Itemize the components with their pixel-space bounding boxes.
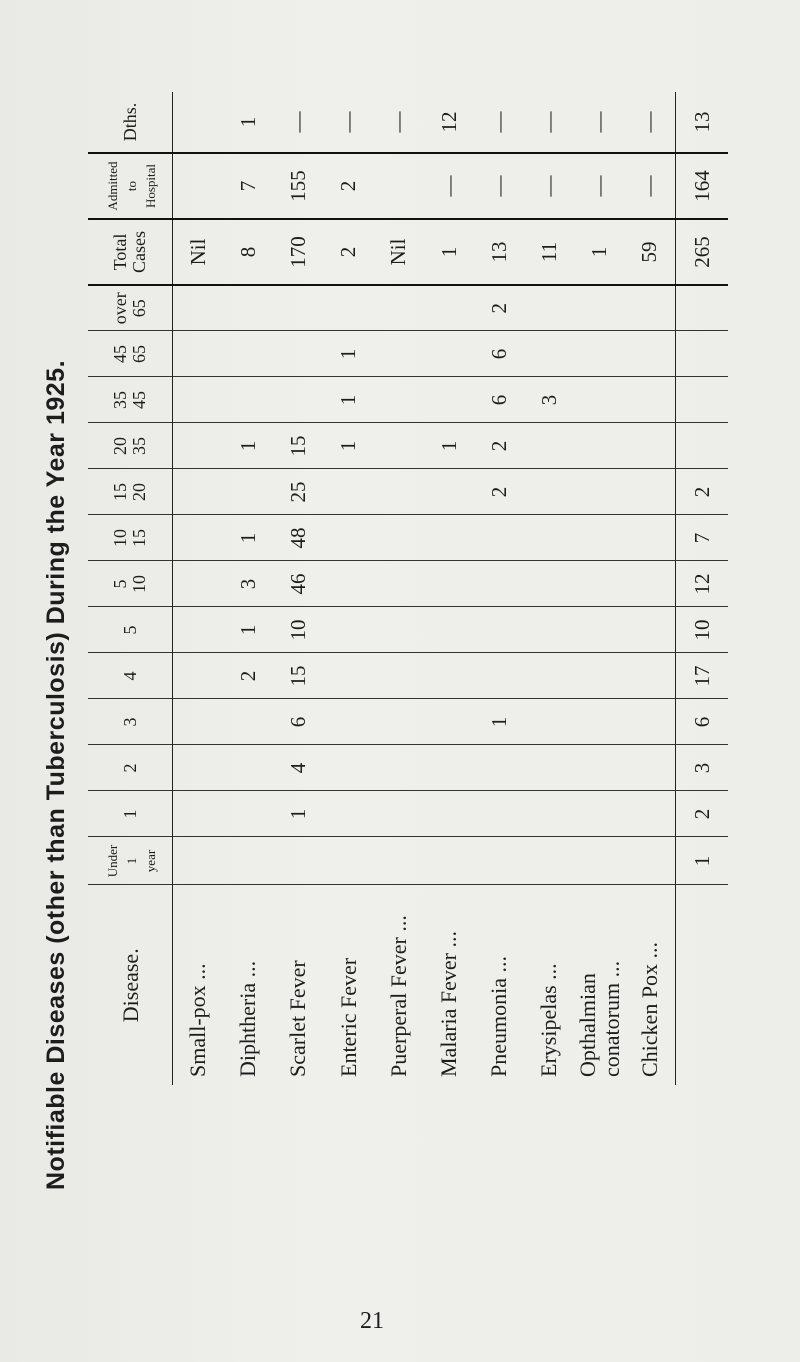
- cell-a1: [374, 791, 424, 837]
- cell-a5: [474, 607, 524, 653]
- total-age-5: 10: [676, 607, 729, 653]
- table-row: [575, 92, 625, 1085]
- cell-a35-45: [223, 377, 273, 423]
- total-age-20-35: [676, 423, 729, 469]
- disease-name: Pneumonia ...: [486, 956, 512, 1077]
- cell-a10-15: [424, 515, 474, 561]
- cell-a4: [324, 653, 374, 699]
- header-row: [88, 92, 173, 1085]
- cell-a2: [173, 745, 224, 791]
- cell-a45-65: 1: [324, 331, 374, 377]
- cell-a15-20: [424, 469, 474, 515]
- cell-over65: [223, 285, 273, 331]
- cell-total: 8: [223, 219, 273, 285]
- header-age-35-45: 35 45: [88, 377, 173, 423]
- cell-a20-35: [575, 423, 625, 469]
- total-age-1: 2: [676, 791, 729, 837]
- cell-a10-15: [575, 515, 625, 561]
- disease-name: Chicken Pox ...: [636, 941, 662, 1077]
- disease-table: [88, 92, 728, 1085]
- cell-a10-15: [173, 515, 224, 561]
- header-age-3: 3: [88, 699, 173, 745]
- cell-over65: 2: [474, 285, 524, 331]
- header-age-5: 5: [88, 607, 173, 653]
- cell-under1: [324, 837, 374, 885]
- cell-a5-10: [424, 561, 474, 607]
- cell-a2: [524, 745, 574, 791]
- cell-hospital: —: [474, 153, 524, 219]
- cell-a5-10: [474, 561, 524, 607]
- cell-a3: [324, 699, 374, 745]
- disease-name: Malaria Fever ...: [436, 931, 462, 1077]
- cell-a35-45: [625, 377, 676, 423]
- cell-a15-20: [575, 469, 625, 515]
- cell-a1: [173, 791, 224, 837]
- cell-hospital: 7: [223, 153, 273, 219]
- cell-a5: [324, 607, 374, 653]
- disease-name: Erysipelas ...: [536, 963, 562, 1077]
- cell-a5-10: [374, 561, 424, 607]
- total-age-15-20: 2: [676, 469, 729, 515]
- cell-a4: 2: [223, 653, 273, 699]
- cell-deaths: —: [273, 92, 323, 153]
- cell-a1: [324, 791, 374, 837]
- cell-a1: [424, 791, 474, 837]
- cell-a3: [173, 699, 224, 745]
- cell-a35-45: [273, 377, 323, 423]
- table-row: [273, 92, 323, 1085]
- cell-a20-35: [524, 423, 574, 469]
- cell-deaths: —: [374, 92, 424, 153]
- cell-under1: [524, 837, 574, 885]
- cell-a4: [374, 653, 424, 699]
- total-age-5-10: 12: [676, 561, 729, 607]
- cell-a2: [575, 745, 625, 791]
- total-age-3: 6: [676, 699, 729, 745]
- header-deaths: Dths.: [88, 92, 173, 153]
- cell-deaths: —: [575, 92, 625, 153]
- cell-a5: [173, 607, 224, 653]
- cell-a3: [524, 699, 574, 745]
- cell-a5-10: 3: [223, 561, 273, 607]
- cell-a15-20: 2: [474, 469, 524, 515]
- cell-over65: [324, 285, 374, 331]
- header-over-65: over 65: [88, 285, 173, 331]
- disease-name: Opthalmian conatorum ...: [574, 960, 624, 1077]
- disease-name: Diphtheria ...: [235, 960, 261, 1077]
- cell-total: Nil: [173, 219, 224, 285]
- cell-a45-65: [374, 331, 424, 377]
- cell-a5-10: [524, 561, 574, 607]
- cell-a2: 4: [273, 745, 323, 791]
- cell-hospital: 155: [273, 153, 323, 219]
- cell-under1: [273, 837, 323, 885]
- cell-over65: [273, 285, 323, 331]
- cell-a4: [625, 653, 676, 699]
- disease-name: Enteric Fever: [335, 957, 361, 1077]
- header-age-10-15: 10 15: [88, 515, 173, 561]
- cell-over65: [374, 285, 424, 331]
- table-row: [324, 92, 374, 1085]
- cell-a4: [424, 653, 474, 699]
- cell-a3: 1: [474, 699, 524, 745]
- table-row: [625, 92, 676, 1085]
- cell-under1: [474, 837, 524, 885]
- cell-a15-20: [625, 469, 676, 515]
- cell-a3: [424, 699, 474, 745]
- cell-deaths: 1: [223, 92, 273, 153]
- cell-a35-45: 3: [524, 377, 574, 423]
- cell-under1: [374, 837, 424, 885]
- cell-a10-15: [374, 515, 424, 561]
- disease-table-rotated: [88, 100, 728, 1085]
- table-row: [424, 92, 474, 1085]
- cell-a45-65: [524, 331, 574, 377]
- cell-a5-10: [575, 561, 625, 607]
- cell-a45-65: [223, 331, 273, 377]
- cell-under1: [625, 837, 676, 885]
- header-total-cases: Total Cases: [88, 219, 173, 285]
- cell-a10-15: [324, 515, 374, 561]
- total-age-35-45: [676, 377, 729, 423]
- total-hospital: 164: [676, 153, 729, 219]
- total-age-4: 17: [676, 653, 729, 699]
- page-number: 21: [360, 1308, 384, 1334]
- cell-over65: [424, 285, 474, 331]
- cell-deaths: [173, 92, 224, 153]
- cell-a5-10: 46: [273, 561, 323, 607]
- cell-hospital: —: [524, 153, 574, 219]
- cell-a5: [625, 607, 676, 653]
- cell-a2: [324, 745, 374, 791]
- cell-hospital: —: [424, 153, 474, 219]
- cell-a5: [524, 607, 574, 653]
- header-under1: Under 1 year: [88, 837, 173, 885]
- cell-a45-65: [625, 331, 676, 377]
- cell-a4: [524, 653, 574, 699]
- header-age-1: 1: [88, 791, 173, 837]
- cell-a35-45: [173, 377, 224, 423]
- totals-row: [676, 92, 729, 1085]
- cell-a4: [474, 653, 524, 699]
- cell-a5-10: [173, 561, 224, 607]
- cell-a45-65: 6: [474, 331, 524, 377]
- cell-a4: [575, 653, 625, 699]
- cell-a20-35: 2: [474, 423, 524, 469]
- cell-a15-20: 25: [273, 469, 323, 515]
- cell-a1: [524, 791, 574, 837]
- cell-a35-45: 1: [324, 377, 374, 423]
- cell-deaths: —: [524, 92, 574, 153]
- cell-hospital: [173, 153, 224, 219]
- total-age-2: 3: [676, 745, 729, 791]
- header-age-2: 2: [88, 745, 173, 791]
- cell-a2: [374, 745, 424, 791]
- cell-a2: [625, 745, 676, 791]
- cell-a3: [223, 699, 273, 745]
- cell-a5: [424, 607, 474, 653]
- cell-a4: [173, 653, 224, 699]
- cell-a35-45: [575, 377, 625, 423]
- cell-hospital: [374, 153, 424, 219]
- total-age-10-15: 7: [676, 515, 729, 561]
- header-admitted-hospital: Admitted to Hospital: [88, 153, 173, 219]
- cell-over65: [625, 285, 676, 331]
- cell-total: 11: [524, 219, 574, 285]
- cell-a15-20: [324, 469, 374, 515]
- cell-over65: [524, 285, 574, 331]
- cell-total: 2: [324, 219, 374, 285]
- cell-a20-35: 1: [324, 423, 374, 469]
- table-row: [524, 92, 574, 1085]
- cell-a5: 1: [223, 607, 273, 653]
- total-age-45-65: [676, 331, 729, 377]
- total-under1: 1: [676, 837, 729, 885]
- cell-a15-20: [223, 469, 273, 515]
- cell-total: 170: [273, 219, 323, 285]
- cell-a10-15: [474, 515, 524, 561]
- cell-a20-35: [625, 423, 676, 469]
- total-over-65: [676, 285, 729, 331]
- cell-a20-35: 1: [223, 423, 273, 469]
- cell-a35-45: [424, 377, 474, 423]
- total-deaths: 13: [676, 92, 729, 153]
- header-age-5-10: 5 10: [88, 561, 173, 607]
- cell-a3: 6: [273, 699, 323, 745]
- disease-name: Small-pox ...: [185, 963, 211, 1077]
- cell-deaths: 12: [424, 92, 474, 153]
- cell-a1: [223, 791, 273, 837]
- cell-a2: [223, 745, 273, 791]
- cell-a20-35: [374, 423, 424, 469]
- cell-a15-20: [173, 469, 224, 515]
- cell-a2: [474, 745, 524, 791]
- cell-a5-10: [625, 561, 676, 607]
- cell-hospital: 2: [324, 153, 374, 219]
- cell-a5-10: [324, 561, 374, 607]
- cell-total: Nil: [374, 219, 424, 285]
- cell-a1: [575, 791, 625, 837]
- cell-a3: [575, 699, 625, 745]
- cell-under1: [223, 837, 273, 885]
- cell-hospital: —: [625, 153, 676, 219]
- cell-a35-45: [374, 377, 424, 423]
- header-age-45-65: 45 65: [88, 331, 173, 377]
- cell-a45-65: [575, 331, 625, 377]
- cell-deaths: —: [474, 92, 524, 153]
- cell-a5: 10: [273, 607, 323, 653]
- cell-a2: [424, 745, 474, 791]
- cell-a10-15: 48: [273, 515, 323, 561]
- cell-a5: [374, 607, 424, 653]
- totals-label: [676, 885, 729, 1085]
- cell-total: 13: [474, 219, 524, 285]
- cell-over65: [575, 285, 625, 331]
- cell-hospital: —: [575, 153, 625, 219]
- cell-deaths: —: [625, 92, 676, 153]
- table-row: [223, 92, 273, 1085]
- cell-a15-20: [374, 469, 424, 515]
- cell-a3: [374, 699, 424, 745]
- cell-deaths: —: [324, 92, 374, 153]
- cell-a4: 15: [273, 653, 323, 699]
- cell-a45-65: [424, 331, 474, 377]
- cell-total: 1: [424, 219, 474, 285]
- table-row: [173, 92, 224, 1085]
- cell-a20-35: [173, 423, 224, 469]
- cell-a45-65: [173, 331, 224, 377]
- cell-a10-15: [524, 515, 574, 561]
- cell-a5: [575, 607, 625, 653]
- disease-name: Scarlet Fever: [285, 960, 311, 1077]
- header-age-15-20: 15 20: [88, 469, 173, 515]
- cell-a3: [625, 699, 676, 745]
- page-title: Notifiable Diseases (other than Tuberculosis) During the Year 1925.: [42, 359, 70, 1190]
- header-disease: Disease.: [88, 885, 173, 1085]
- total-cases: 265: [676, 219, 729, 285]
- header-age-20-35: 20 35: [88, 423, 173, 469]
- cell-a45-65: [273, 331, 323, 377]
- cell-a20-35: 15: [273, 423, 323, 469]
- cell-a35-45: 6: [474, 377, 524, 423]
- cell-under1: [575, 837, 625, 885]
- table-row: [474, 92, 524, 1085]
- cell-a10-15: 1: [223, 515, 273, 561]
- disease-name: Puerperal Fever ...: [385, 915, 411, 1077]
- cell-a1: [625, 791, 676, 837]
- header-age-4: 4: [88, 653, 173, 699]
- cell-a20-35: 1: [424, 423, 474, 469]
- cell-over65: [173, 285, 224, 331]
- cell-under1: [173, 837, 224, 885]
- table-row: [374, 92, 424, 1085]
- cell-total: 1: [575, 219, 625, 285]
- cell-a15-20: [524, 469, 574, 515]
- cell-a10-15: [625, 515, 676, 561]
- cell-a1: [474, 791, 524, 837]
- cell-under1: [424, 837, 474, 885]
- cell-total: 59: [625, 219, 676, 285]
- cell-a1: 1: [273, 791, 323, 837]
